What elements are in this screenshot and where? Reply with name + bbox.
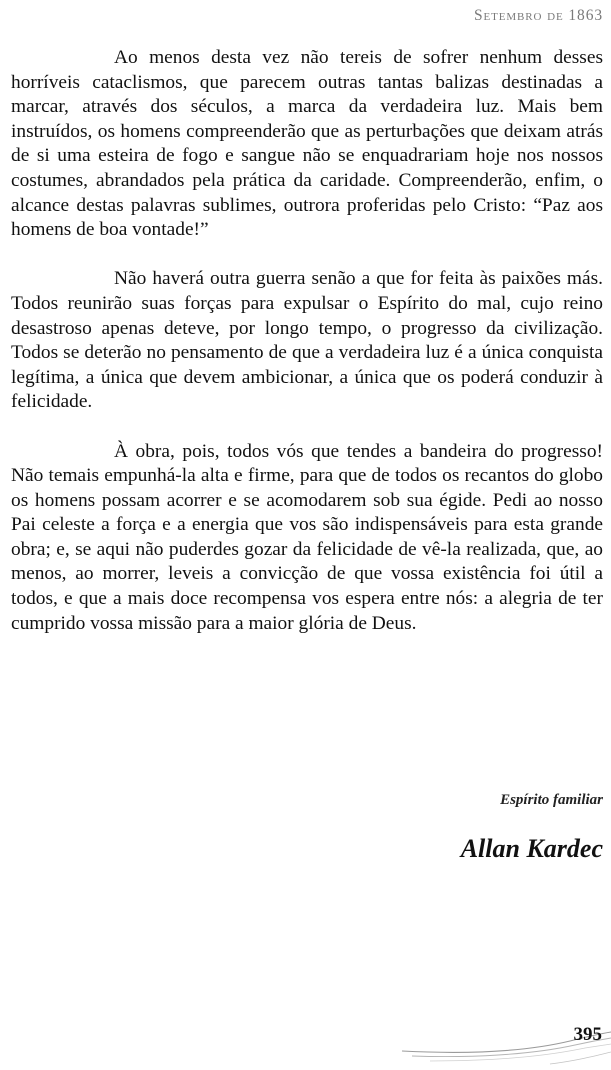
body-text (11, 46, 603, 636)
page-number: 395 (573, 1024, 602, 1045)
running-header: Setembro de 1863 (474, 7, 603, 24)
paragraph-3: À obra, pois, todos vós que tendes a bandeira do progresso! Não temais empunhá-la alta e firme, para que de todos os recantos do globo os homens possam acorrer e se acomodarem sob sua égide. Pedi ao nosso Pai celeste a força e a energia que vos são indispensáveis para esta grande obra; e, se aqui não puderdes gozar da felicidade de vê-la realizada, que, ao menos, ao morrer, leveis a convicção de que vossa existência foi útil a todos, e que a mais doce recompensa vos espera entre nós: a alegria de ter cumprido vossa missão para a maior glória de Deus. (11, 440, 603, 634)
signature: Allan Kardec (460, 834, 603, 863)
paragraph-2: Não haverá outra guerra senão a que for feita às paixões más. Todos reunirão suas forças para expulsar o Espírito do mal, cujo reino desastroso apenas deteve, por longo tempo, o progresso da civilização. Todos se deterão no pensamento de que a verdadeira luz é a única conquista legítima, a única que devem ambicionar, a única que os poderá conduzir à felicidade. (11, 268, 603, 413)
paragraph-1: Ao menos desta vez não tereis de sofrer nenhum desses horríveis cataclismos, que parecem outras tantas balizas destinadas a marcar, através dos séculos, a marca da verdadeira luz. Mais bem instruídos, os homens compreenderão que as perturbações que deixam atrás de si uma esteira de fogo e sangue não se enquadrariam hoje nos nossos costumes, abrandados pela prática da caridade. Compreenderão, enfim, o alcance destas palavras sublimes, outrora proferidas pelo Cristo: “Paz aos homens de boa vontade!” (11, 47, 603, 241)
attribution: Espírito familiar (500, 792, 603, 808)
